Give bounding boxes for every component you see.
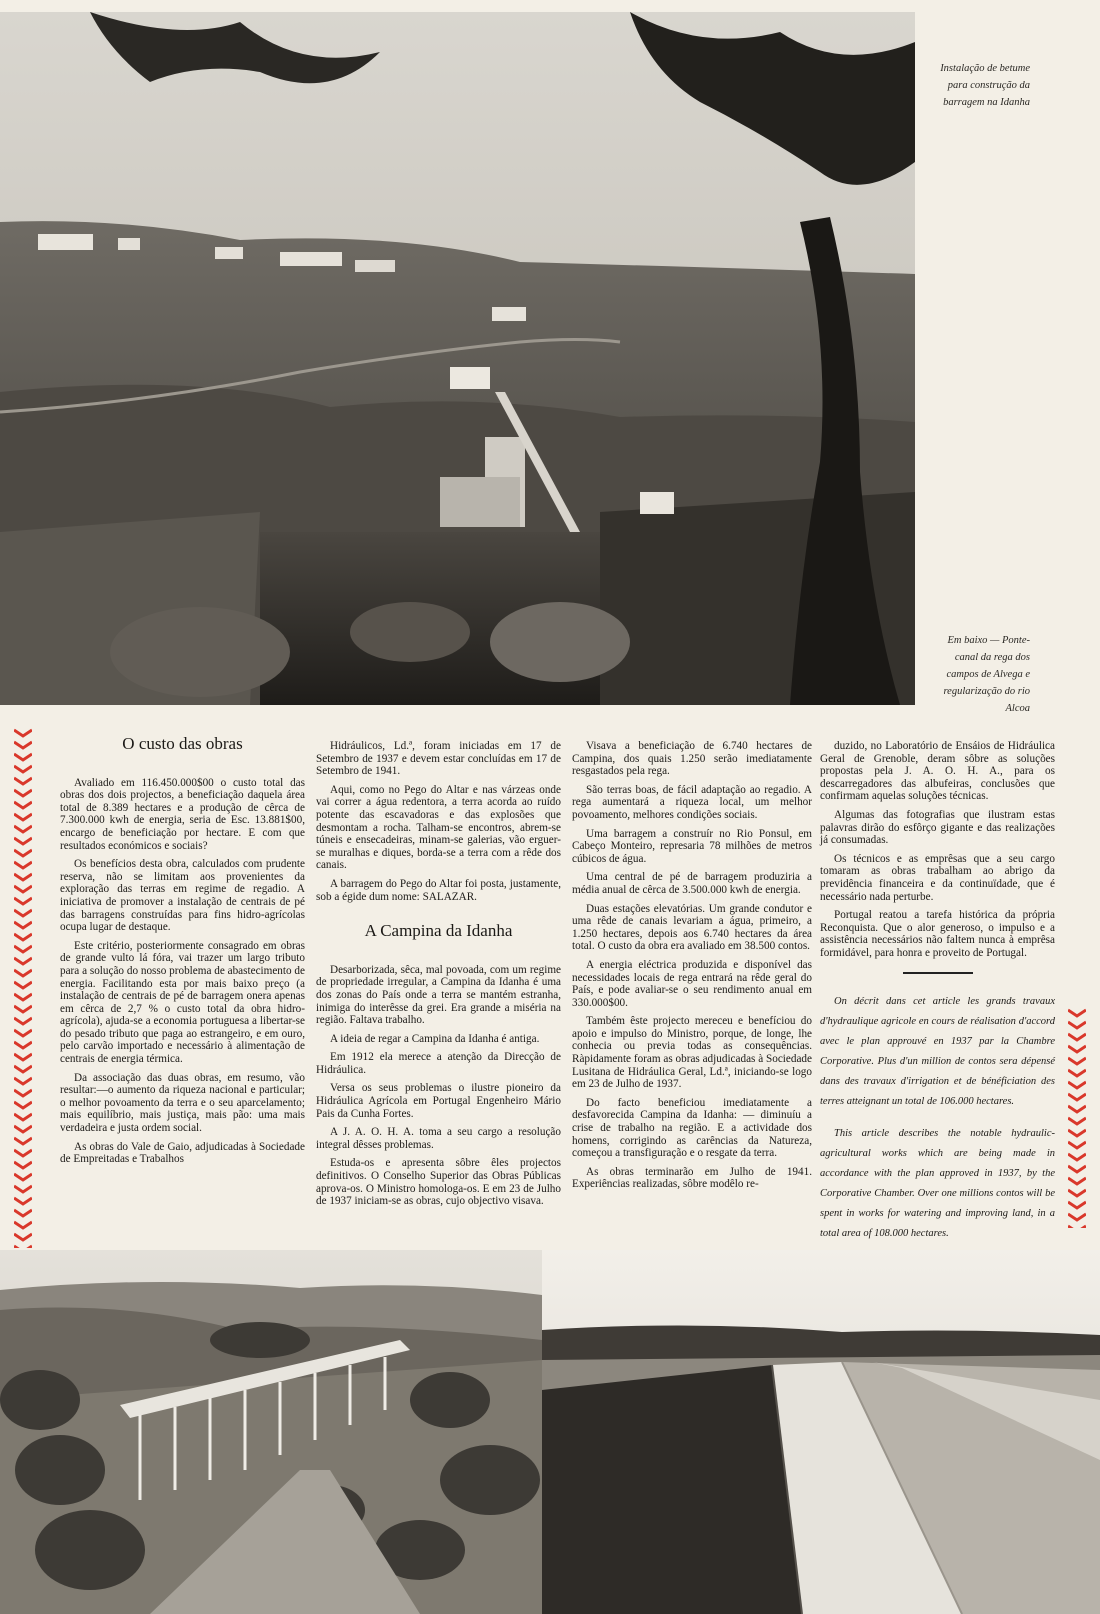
- section-title-campina-da-idanha: A Campina da Idanha: [364, 921, 513, 941]
- bottom-photo-caption: Em baixo — Ponte-canal da rega dos campos de Alvega e regularização do rio Alcoa: [943, 635, 1030, 714]
- paragraph: A ideia de regar a Campina da Idanha é antiga.: [330, 1032, 540, 1045]
- paragraph: Versa os seus problemas o ilustre pioneiro da Hidráulica Agrícola em Portugal Engenheiro Mário Pais da Cunha Fortes.: [316, 1082, 561, 1120]
- paragraph: São terras boas, de fácil adaptação ao regadio. A rega aumentará a riqueza local, um melhor povoamento, melhores condições sociais.: [572, 783, 812, 821]
- paragraph: Avaliado em 116.450.000$00 o custo total das obras dos dois projectos, a beneficiação daquela área total de 8.389 hectares e a produção de cêrca de 7.300.000 kwh de energia, seria de Esc. 13.881$00, encargo de beneficiação por hectare. E com que resultados económicos e sociais?: [60, 776, 305, 852]
- paragraph: As obras terminarão em Julho de 1941. Experiências realizadas, sôbre modêlo re-: [572, 1165, 812, 1191]
- section-title-custo-das-obras: O custo das obras: [122, 734, 243, 753]
- paragraph: Hidráulicos, Ld.ª, foram iniciadas em 17 de Setembro de 1937 e devem estar concluídas em 17 de Setembro de 1941.: [316, 740, 561, 778]
- red-zigzag-border-right: [1068, 1008, 1086, 1228]
- paragraph: duzido, no Laboratório de Ensáios de Hidráulica Geral de Grenoble, deram sôbre as soluções propostas pela J. A. O. H. A., para os descarregadores das albufeiras, conclusões que confirmam aquelas soluções técnicas.: [820, 740, 1055, 803]
- article-column-4: [820, 740, 1055, 1256]
- paragraph: Desarborizada, sêca, mal povoada, com um regime de propriedade irregular, a Campina da Idanha é uma dos zonas do País onde a terra se mantém estranha, inimiga do interêsse da grei. Era grande a miséria na região. Faltava trabalho.: [316, 963, 561, 1027]
- paragraph: A energia eléctrica produzida e disponível das necessidades locais de rega entrará na rêde geral do País, e pode avaliar-se o seu rendimento anual em 330.000$00.: [572, 958, 812, 1009]
- summary-french: On décrit dans cet article les grands travaux d'hydraulique agricole en cours de réalisation d'accord avec le plan approuvé en 1937 par la Chambre Corporative. Plus d'un million de contos sera dépensé dans des travaux d'irrigation et de bénéficiation des terres atteignant un total de 106.000 hectares.: [820, 995, 1055, 1107]
- paragraph: Uma barragem a construír no Rio Ponsul, em Cabeço Monteiro, represaria 78 milhões de metros cúbicos de água.: [572, 827, 812, 865]
- paragraph: Estuda-os e apresenta sôbre êles projectos definitivos. O Conselho Superior das Obras Públicas aprova-os. O Ministro homologa-os. E em 23 de Julho de 1937 iniciam-se as obras, cujo objectivo visava.: [316, 1157, 561, 1208]
- paragraph: Aqui, como no Pego do Altar e nas várzeas onde vai correr a água redentora, a terra acorda ao ruído potente das escavadoras e das explosões que desmontam a rocha. Talham-se encontros, abrem-se túneis e ensecadeiras, minam-se galerias, vão erguer-se muralhas e diques, borda-se a terra com a rêde dos canais.: [316, 783, 561, 872]
- paragraph: Também êste projecto mereceu e benefíciou do apoio e impulso do Ministro, porque, de longe, lhe conhecia ou previa todas as consequências. Ràpidamente foram as obras adjudicadas à Sociedade Lusitana de Hidráulica Geral, Ld.ª, iniciando-se logo em 23 de Julho de 1937.: [572, 1015, 812, 1091]
- red-zigzag-border-left: [14, 728, 32, 1248]
- dam-construction-photo: [0, 12, 915, 705]
- paragraph: Os técnicos e as emprêsas que a seu cargo tomaram as obras trabalham ao abrigo da previdência financeira e da continuïdade, que é necessário nada perturbe.: [820, 852, 1055, 903]
- paragraph: Este critério, posteriormente consagrado em obras de grande vulto lá fóra, vai trazer um largo tributo para a solução do nosso problema de abastecimento de energia. Facilitando esta por mais baixo preço (a instalação de centrais de pé de barragem onera apenas em cêrca de 2,7 % o custo total da obra hidro-agrícola), ajuda-se a economia portuguesa a libertar-se do pesado tributo que paga ao estrangeiro, e em ouro, pelo carvão importado e necessário à alimentação de centrais de energia térmica.: [60, 939, 305, 1066]
- paragraph: Em 1912 ela merece a atenção da Direcção de Hidráulica.: [316, 1051, 561, 1076]
- summary-english: This article describes the notable hydraulic-agricultural works which are being made in accordance with the plan approved in 1937, by the Corporative Chamber. Over one millions contos will be spent in works for watering and improving land, in a total area of 108.000 hectares.: [820, 1127, 1055, 1239]
- paragraph: Da associação das duas obras, em resumo, vão resultar:—o aumento da riqueza nacional e particular; o melhor povoamento da terra e o seu aparcelamento; mais equilíbrio, mais justiça, mais pão: uma mais verdadeira e justa ordem social.: [60, 1071, 305, 1135]
- separator-rule: [903, 972, 973, 974]
- bridge-canal-photo: [0, 1250, 542, 1614]
- paragraph: A J. A. O. H. A. toma a seu cargo a resolução integral dêsses problemas.: [316, 1126, 561, 1151]
- paragraph: Algumas das fotografias que ilustram estas palavras dirão do esfôrço gigante e das realizações já consumadas.: [820, 808, 1055, 847]
- article-column-1: [60, 736, 305, 1172]
- article-column-2: [316, 740, 561, 1214]
- paragraph: Visava a beneficiação de 6.740 hectares de Campina, dos quais 1.250 serão imediatamente resgastados pela rega.: [572, 740, 812, 778]
- top-photo-caption: Instalação de betume para construção da barragem na Idanha: [940, 63, 1030, 108]
- paragraph: A barragem do Pego do Altar foi posta, justamente, sob a égide dum nome: SALAZAR.: [316, 877, 561, 903]
- concrete-canal-photo: [542, 1250, 1100, 1614]
- paragraph: As obras do Vale de Gaio, adjudicadas à Sociedade de Empreitadas e Trabalhos: [60, 1140, 305, 1166]
- paragraph: Do facto beneficiou imediatamente a desfavorecida Campina da Idanha: — diminuíu a crise de trabalho na região. E a actividade dos homens, corrigindo as carências da Natureza, começou a transfiguração e o resgate da terra.: [572, 1096, 812, 1160]
- paragraph: Uma central de pé de barragem produziria a média anual de cêrca de 3.500.000 kwh de energia.: [572, 871, 812, 896]
- article-column-3: [572, 740, 812, 1197]
- paragraph: Portugal reatou a tarefa histórica da própria Reconquista. Que o alor generoso, o impulso e a assistência necessários não faltem nunca à emprêsa formidável, para honra e proveito de Portugal.: [820, 909, 1055, 959]
- paragraph: Duas estações elevatórias. Um grande condutor e uma rêde de canais levariam a água, primeiro, a 1.250 hectares, depois aos 6.740 hectares da área total. O custo da obra era avaliado em 38.500 contos.: [572, 902, 812, 953]
- paragraph: Os benefícios desta obra, calculados com prudente reserva, não se limitam aos provenientes da exploração das terras em regime de regadio. A iniciativa de promover a instalação de centrais de pé das barragens construídas para fins hidro-agrícolas ocupa lugar de destaque.: [60, 858, 305, 934]
